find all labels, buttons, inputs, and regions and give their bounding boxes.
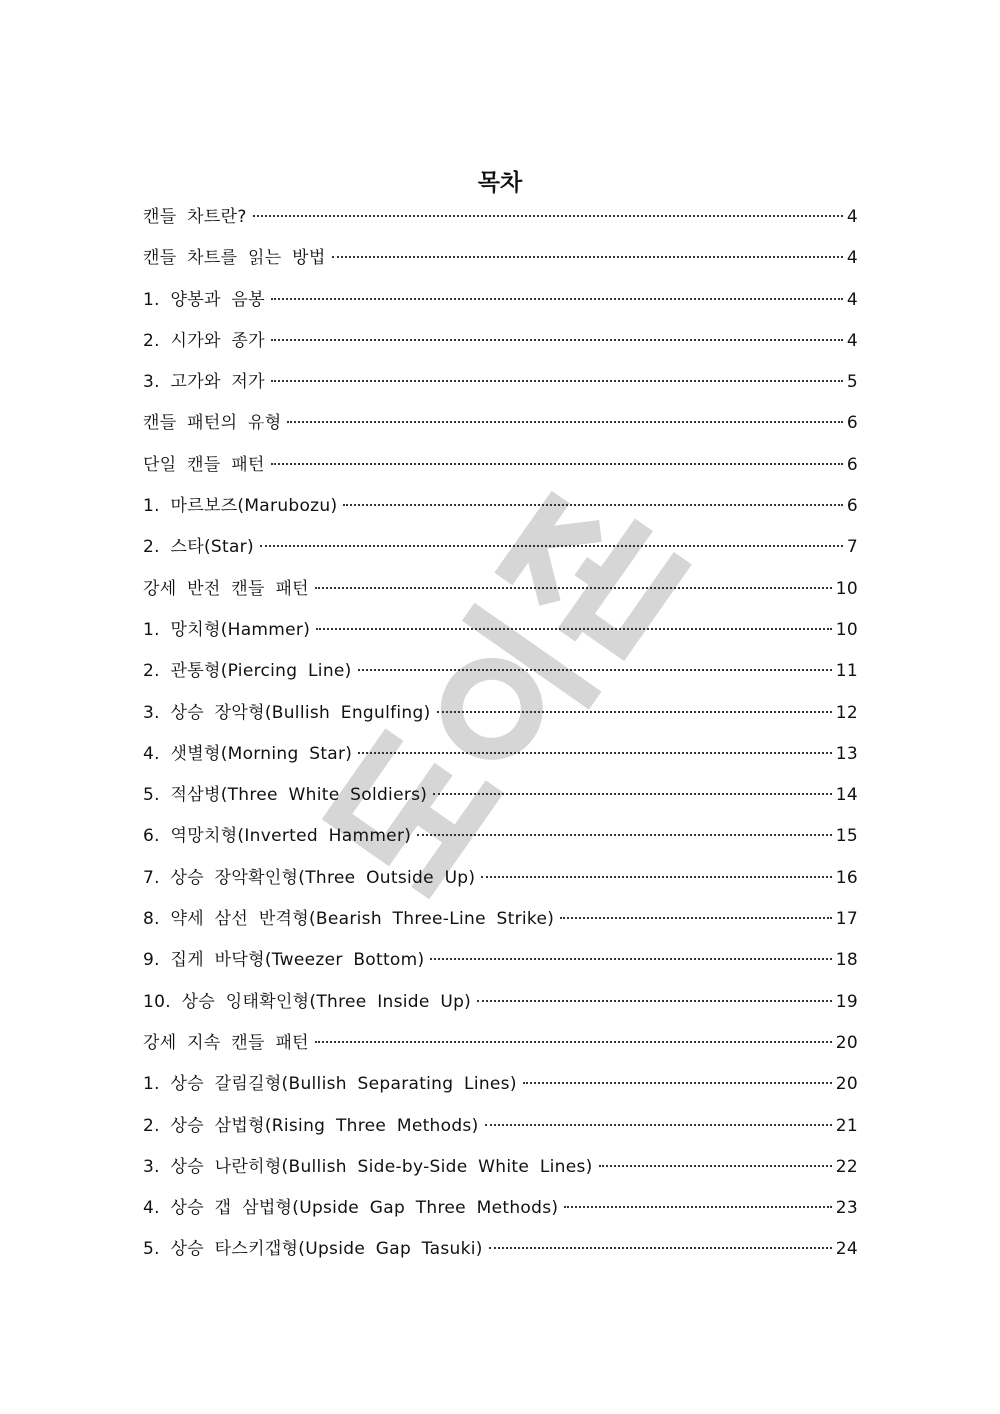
toc-entry[interactable] (143, 450, 858, 491)
toc-entry[interactable] (143, 987, 858, 1028)
toc-entry-page: 6 (846, 413, 858, 434)
toc-entry-page: 24 (835, 1239, 858, 1260)
dot-leader (271, 298, 843, 300)
toc-entry[interactable] (143, 1111, 858, 1152)
toc-entry[interactable] (143, 326, 858, 367)
toc-entry[interactable] (143, 574, 858, 615)
toc-entry-page: 17 (835, 909, 858, 930)
toc-entry-page: 13 (835, 743, 858, 764)
toc-entry-label: 캔들 패턴의 유형 (143, 413, 282, 434)
dot-leader (253, 215, 843, 217)
toc-entry-page: 23 (835, 1198, 858, 1219)
toc-entry[interactable] (143, 202, 858, 243)
toc-entry-page: 4 (846, 330, 858, 351)
dot-leader (485, 1124, 832, 1126)
dot-leader (260, 545, 843, 547)
toc-entry-page: 20 (835, 1032, 858, 1053)
toc-entry-label: 4. 샛별형(Morning Star) (143, 743, 353, 764)
toc-entry[interactable] (143, 285, 858, 326)
dot-leader (287, 421, 842, 423)
dot-leader (433, 793, 832, 795)
toc-entry[interactable] (143, 532, 858, 573)
toc-entry-label: 10. 상승 잉태확인형(Three Inside Up) (143, 991, 472, 1012)
dot-leader (358, 752, 832, 754)
toc-entry[interactable] (143, 1193, 858, 1234)
dot-leader (437, 711, 832, 713)
toc-entry[interactable] (143, 904, 858, 945)
toc-entry-page: 12 (835, 702, 858, 723)
toc-entry-label: 3. 상승 나란히형(Bullish Side-by-Side White Lines) (143, 1156, 593, 1177)
toc-entry-label: 3. 상승 장악형(Bullish Engulfing) (143, 702, 431, 723)
toc-entry-page: 19 (835, 991, 858, 1012)
dot-leader (271, 339, 843, 341)
toc-entry[interactable] (143, 491, 858, 532)
toc-entry[interactable] (143, 1152, 858, 1193)
toc-entry-label: 단일 캔들 패턴 (143, 454, 265, 475)
toc-entry-page: 7 (846, 537, 858, 558)
dot-leader (332, 256, 843, 258)
toc-entry-page: 21 (835, 1115, 858, 1136)
toc-entry-page: 4 (846, 207, 858, 227)
toc-entry[interactable] (143, 698, 858, 739)
dot-leader (271, 463, 843, 465)
toc-entry[interactable] (143, 1234, 858, 1275)
toc-entry-page: 11 (835, 661, 858, 682)
toc-entry[interactable] (143, 408, 858, 449)
dot-leader (316, 628, 832, 630)
toc-entry-label: 강세 지속 캔들 패턴 (143, 1032, 309, 1053)
toc-entry[interactable] (143, 1028, 858, 1069)
toc-entry-page: 5 (846, 372, 858, 393)
toc-entry-page: 10 (835, 578, 858, 599)
dot-leader (430, 958, 831, 960)
toc-entry-page: 10 (835, 619, 858, 640)
toc-entry-label: 1. 상승 갈림길형(Bullish Separating Lines) (143, 1074, 517, 1095)
toc-entry-label: 1. 망치형(Hammer) (143, 619, 311, 640)
toc-entry[interactable] (143, 243, 858, 284)
toc-entry-label: 8. 약세 삼선 반격형(Bearish Three-Line Strike) (143, 909, 555, 930)
dot-leader (417, 834, 832, 836)
toc-entry-label: 3. 고가와 저가 (143, 372, 265, 393)
dot-leader (481, 876, 831, 878)
page-title: 목차 (477, 170, 523, 196)
toc-entry-page: 6 (846, 496, 858, 517)
toc-entry-page: 22 (835, 1156, 858, 1177)
toc-entry[interactable] (143, 367, 858, 408)
toc-entry-label: 2. 관통형(Piercing Line) (143, 661, 352, 682)
toc-entry-page: 14 (835, 785, 858, 806)
table-of-contents (143, 202, 858, 1276)
dot-leader (315, 1041, 832, 1043)
toc-entry[interactable] (143, 739, 858, 780)
toc-entry-label: 6. 역망치형(Inverted Hammer) (143, 826, 412, 847)
dot-leader (358, 669, 832, 671)
toc-entry-page: 20 (835, 1074, 858, 1095)
toc-entry[interactable] (143, 1069, 858, 1110)
toc-entry-page: 15 (835, 826, 858, 847)
toc-entry[interactable] (143, 780, 858, 821)
toc-entry-page: 16 (835, 867, 858, 888)
toc-entry[interactable] (143, 945, 858, 986)
toc-entry-label: 2. 시가와 종가 (143, 330, 265, 351)
toc-entry-page: 4 (846, 248, 858, 269)
toc-entry[interactable] (143, 656, 858, 697)
dot-leader (315, 587, 832, 589)
toc-entry-label: 5. 적삼병(Three White Soldiers) (143, 785, 428, 806)
toc-entry-label: 1. 마르보즈(Marubozu) (143, 496, 338, 517)
toc-entry-label: 2. 스타(Star) (143, 537, 254, 558)
toc-entry[interactable] (143, 615, 858, 656)
toc-entry-label: 9. 집게 바닥형(Tweezer Bottom) (143, 950, 425, 971)
toc-entry-label: 7. 상승 장악확인형(Three Outside Up) (143, 867, 476, 888)
toc-entry-label: 강세 반전 캔들 패턴 (143, 578, 309, 599)
toc-entry-label: 5. 상승 타스키갭형(Upside Gap Tasuki) (143, 1239, 483, 1260)
dot-leader (271, 380, 843, 382)
toc-entry-page: 18 (835, 950, 858, 971)
toc-entry-label: 4. 상승 갭 삼법형(Upside Gap Three Methods) (143, 1198, 559, 1219)
dot-leader (523, 1082, 832, 1084)
toc-entry-label: 캔들 차트를 읽는 방법 (143, 248, 326, 269)
dot-leader (489, 1247, 832, 1249)
toc-entry-page: 6 (846, 454, 858, 475)
dot-leader (477, 1000, 832, 1002)
toc-entry-page: 4 (846, 289, 858, 310)
toc-entry-label: 캔들 차트란? (143, 207, 247, 227)
dot-leader (599, 1165, 832, 1167)
toc-entry[interactable] (143, 821, 858, 862)
dot-leader (343, 504, 842, 506)
dot-leader (560, 917, 832, 919)
dot-leader (564, 1206, 831, 1208)
toc-entry-label: 1. 양봉과 음봉 (143, 289, 265, 310)
toc-entry-label: 2. 상승 삼법형(Rising Three Methods) (143, 1115, 479, 1136)
toc-entry[interactable] (143, 863, 858, 904)
